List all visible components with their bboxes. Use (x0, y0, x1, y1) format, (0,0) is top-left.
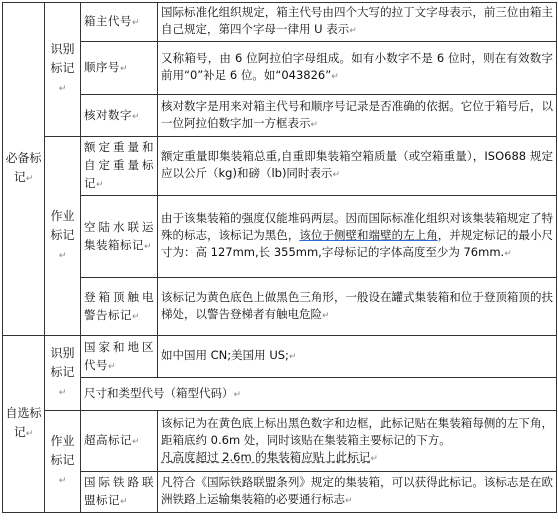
intermodal-mark-name: 空陆水联运集装箱标记↵ (81, 196, 158, 278)
identification-marks-label: 识别标记↵ (45, 3, 81, 137)
overheight-mark-name: 超高标记↵ (81, 411, 158, 472)
rated-weight-name: 额定重量和自定重量标记↵ (81, 137, 158, 196)
table-row (3, 196, 557, 278)
optional-marks-table (2, 335, 557, 513)
electric-warning-name: 登箱顶触电警告标记↵ (81, 278, 158, 336)
owner-code-desc: 国际标准化组织规定，箱主代号由四个大写的拉丁文字母表示，前三位由箱主自己规定，第四个字母一律用 U 表示↵ (158, 3, 557, 42)
operation-marks-label: 作业标记↵ (45, 137, 81, 336)
table-row (3, 472, 557, 513)
table-row (3, 411, 557, 472)
optional-identification-label: 识别标记↵ (45, 336, 81, 411)
check-digit-desc: 核对数字是用来对箱主代号和顺序号记录是否准确的依据。它位于箱号后，以一位阿拉伯数字加一方框表示↵ (158, 95, 557, 137)
optional-operation-label: 作业标记↵ (45, 411, 81, 513)
required-marks-label: 必备标记↵ (3, 3, 45, 336)
container-marking-table (2, 2, 557, 336)
country-code-desc: 如中国用 CN;美国用 US;↵ (158, 336, 557, 378)
rated-weight-desc: 额定重量即集装箱总重,自重即集装箱空箱质量（或空箱重量），ISO688 规定应以公斤（kg)和磅（lb)同时表示↵ (158, 137, 557, 196)
table-row (3, 137, 557, 196)
serial-number-name: 顺序号↵ (81, 42, 158, 95)
table-row (3, 95, 557, 137)
table-row (3, 336, 557, 378)
railway-union-mark-desc: 凡符合《国际铁路联盟条列》规定的集装箱，可以获得此标记。该标志是在欧洲铁路上运输集装箱的必要通行标志↵ (158, 472, 557, 513)
country-code-name: 国家和地区代号↵ (81, 336, 158, 378)
check-digit-name: 核对数字↵ (81, 95, 158, 137)
table-row (3, 378, 557, 411)
table-row (3, 42, 557, 95)
table-row (3, 3, 557, 42)
intermodal-mark-desc: 由于该集装箱的强度仅能堆码两层。因而国际标准化组织对该集装箱规定了特殊的标志，该标记为黑色，该位于侧壁和端壁的左上角，并规定标记的最小尺寸为：高 127mm,长 355mm,字母标记的字体高度至少为 76mm.↵ (158, 196, 557, 278)
size-type-code: 尺寸和类型代号（箱型代码）↵ (81, 378, 557, 411)
serial-number-desc: 又称箱号，由 6 位阿拉伯字母组成。如有小数字不是 6 位时，则在有效数字前用“0”补足 6 位。如“043826”↵ (158, 42, 557, 95)
railway-union-mark-name: 国际铁路联盟标记↵ (81, 472, 158, 513)
electric-warning-desc: 该标记为黄色底色上做黑色三角形，一般设在罐式集装箱和位于登顶箱顶的扶梯处，以警告登梯者有触电危险↵ (158, 278, 557, 336)
table-row (3, 278, 557, 336)
owner-code-name: 箱主代号↵ (81, 3, 158, 42)
overheight-mark-desc: 该标记为在黄色底上标出黑色数字和边框，此标记贴在集装箱每侧的左下角，距箱底约 0.6m 处，同时该贴在集装箱主要标记的下方。 凡高度超过 2.6m 的集装箱应贴上此标记↵ (158, 411, 557, 472)
optional-marks-label-cell: 自选标记↵ (3, 336, 45, 513)
